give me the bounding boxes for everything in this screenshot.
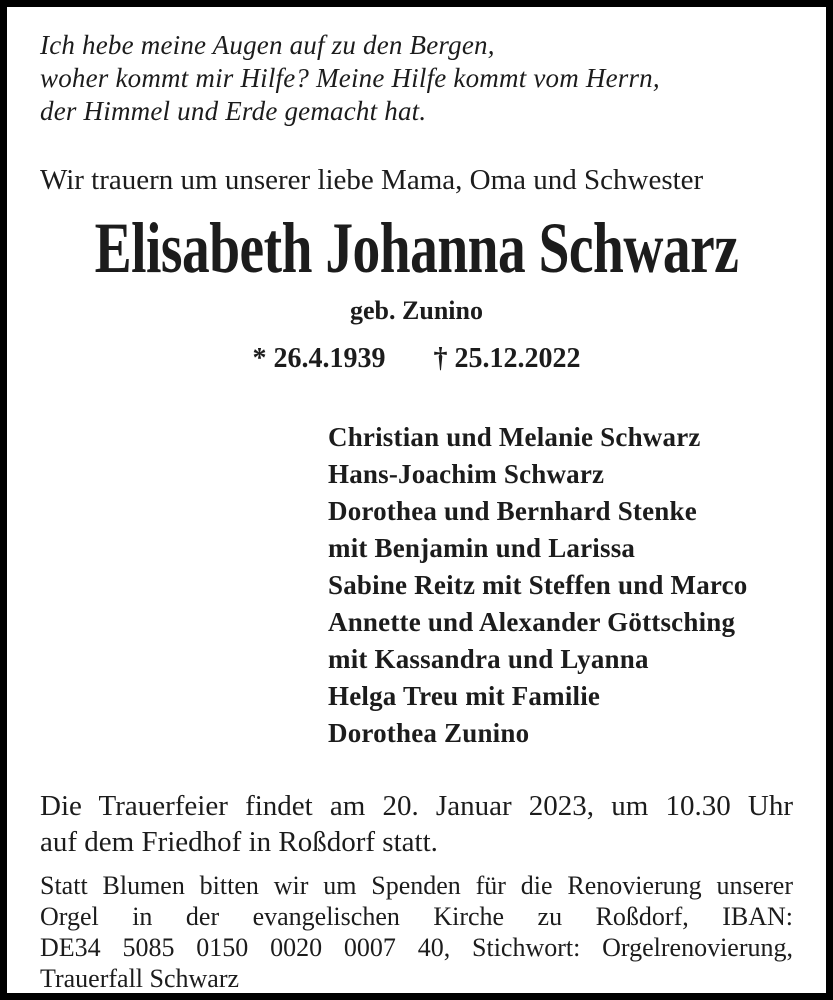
mourners-list — [328, 419, 793, 752]
funeral-info — [40, 788, 793, 860]
donation-line-4: Trauerfall Schwarz — [40, 964, 240, 993]
funeral-line-1: Die Trauerfeier findet am 20. Januar 2023, um 10.30 Uhr — [40, 790, 793, 822]
mourning-intro: Wir trauern um unserer liebe Mama, Oma und Schwester — [40, 164, 704, 196]
mourner-line-2: Hans-Joachim Schwarz — [328, 459, 605, 489]
bible-verse — [40, 29, 793, 128]
life-dates — [40, 343, 793, 375]
mourner-line-9: Dorothea Zunino — [328, 718, 530, 748]
mourner-line-1: Christian und Melanie Schwarz — [328, 422, 701, 452]
donation-line-1: Statt Blumen bitten wir um Spenden für die Renovierung unserer — [40, 871, 793, 900]
mourner-line-7: mit Kassandra und Lyanna — [328, 644, 649, 674]
mourner-line-8: Helga Treu mit Familie — [328, 681, 601, 711]
death-date — [434, 343, 581, 374]
mourner-line-3: Dorothea und Bernhard Stenke — [328, 496, 697, 526]
verse-line-2: woher kommt mir Hilfe? Meine Hilfe kommt vom Herrn, — [40, 63, 660, 93]
deceased-name: Elisabeth Johanna Schwarz — [94, 209, 739, 289]
mourner-line-4: mit Benjamin und Larissa — [328, 533, 636, 563]
mourner-line-5: Sabine Reitz mit Steffen und Marco — [328, 570, 748, 600]
donation-line-3: DE34 5085 0150 0020 0007 40, Stichwort: Orgelrenovierung, — [40, 933, 793, 962]
donation-info — [40, 870, 793, 994]
birth-date — [253, 343, 386, 374]
birth-symbol: * — [252, 343, 267, 374]
funeral-line-2: auf dem Friedhof in Roßdorf statt. — [40, 826, 438, 858]
maiden-name: geb. Zunino — [350, 296, 483, 325]
death-cross-symbol: † — [433, 343, 448, 374]
mourner-line-6: Annette und Alexander Göttsching — [328, 607, 736, 637]
death-date-value: 25.12.2022 — [454, 343, 581, 374]
birth-date-value: 26.4.1939 — [273, 343, 386, 374]
verse-line-1: Ich hebe meine Augen auf zu den Bergen, — [40, 30, 495, 60]
verse-line-3: der Himmel und Erde gemacht hat. — [40, 96, 427, 126]
donation-line-2: Orgel in der evangelischen Kirche zu Roßdorf, IBAN: — [40, 902, 793, 931]
